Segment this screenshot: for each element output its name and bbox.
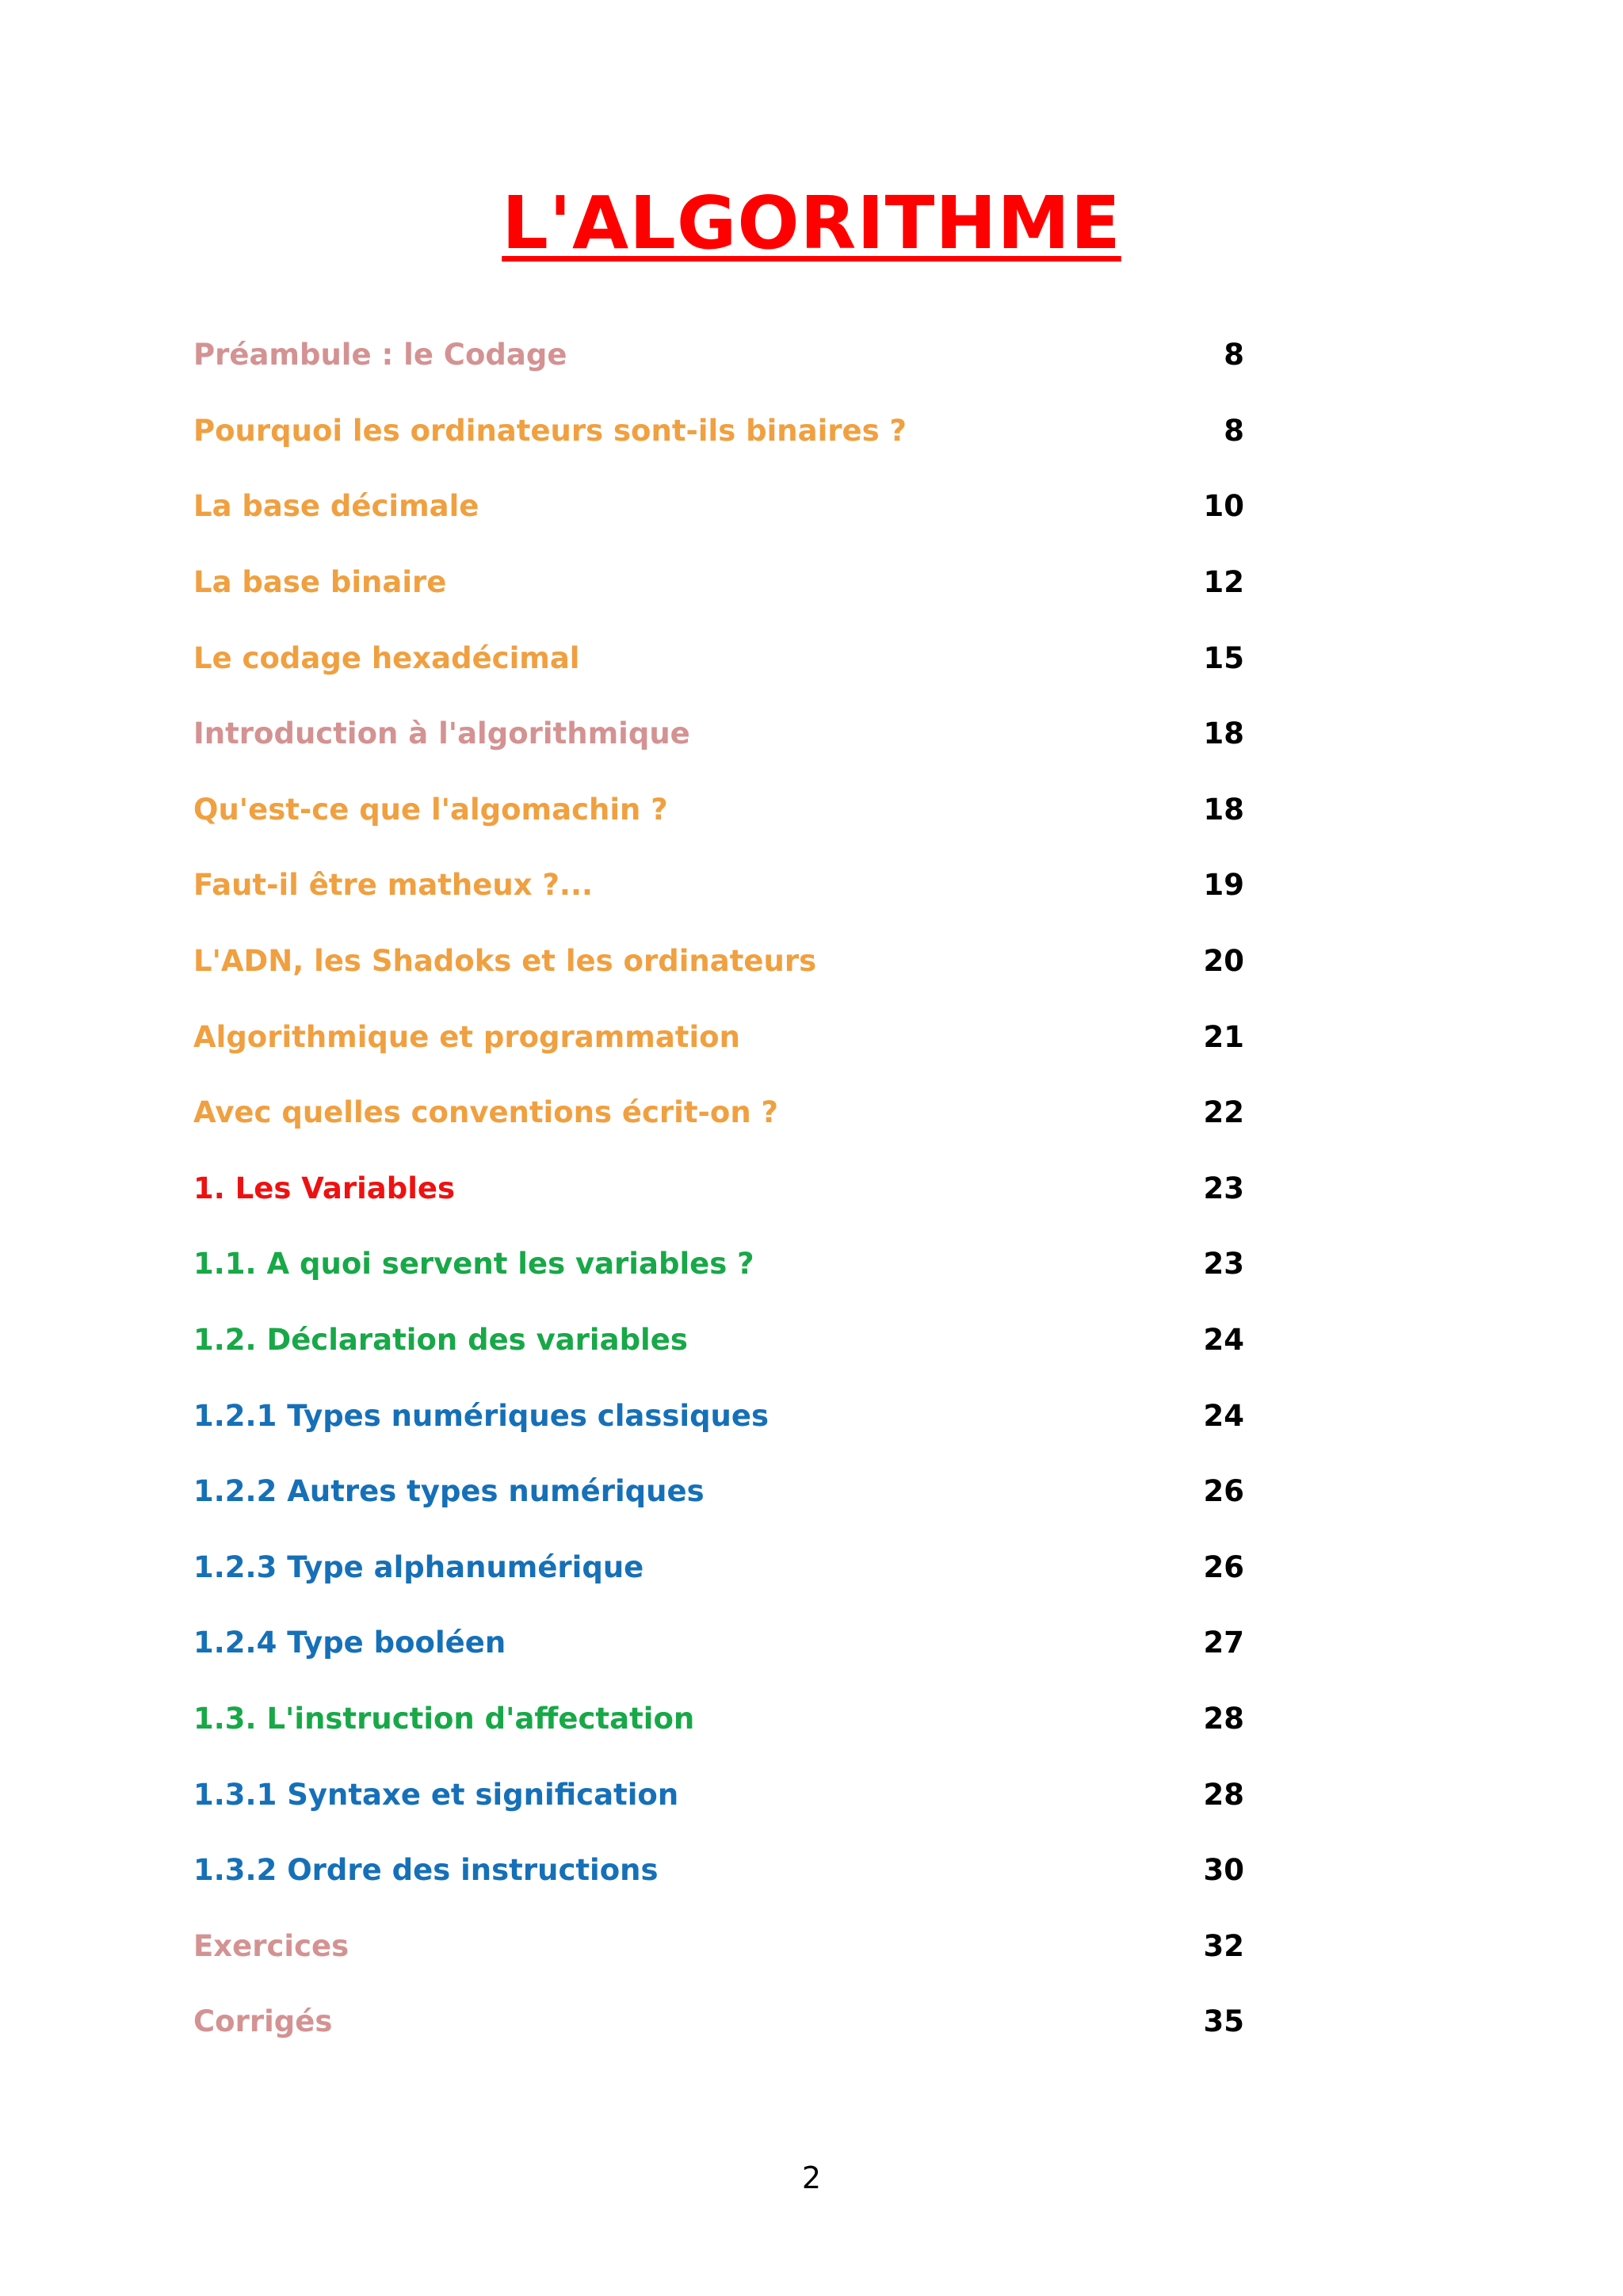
- toc-entry-page: 8: [1224, 338, 1244, 372]
- title-text: L'ALGORITHME: [502, 181, 1121, 266]
- toc-entry-page: 15: [1203, 640, 1244, 675]
- toc-entry[interactable]: [193, 772, 1244, 848]
- toc-entry-page: 26: [1203, 1549, 1244, 1584]
- toc-entry-label: 1.3. L'instruction d'affectation: [193, 1701, 695, 1736]
- toc-entry-label: Le codage hexadécimal: [193, 640, 580, 675]
- toc-entry[interactable]: [193, 847, 1244, 923]
- toc-entry-label: Corrigés: [193, 2004, 333, 2039]
- toc-entry-page: 18: [1203, 792, 1244, 827]
- toc-entry[interactable]: [193, 544, 1244, 621]
- toc-entry-page: 10: [1203, 489, 1244, 524]
- toc-entry-label: 1.3.2 Ordre des instructions: [193, 1853, 659, 1888]
- toc-entry-page: 22: [1203, 1095, 1244, 1130]
- toc-entry-label: Préambule : le Codage: [193, 338, 567, 372]
- table-of-contents: [193, 317, 1244, 2060]
- toc-entry[interactable]: [193, 1075, 1244, 1151]
- toc-entry-page: 8: [1224, 413, 1244, 448]
- toc-entry-label: Faut-il être matheux ?...: [193, 868, 594, 903]
- toc-entry[interactable]: [193, 1681, 1244, 1757]
- toc-entry[interactable]: [193, 468, 1244, 544]
- page-number: 2: [801, 2160, 822, 2195]
- toc-entry-page: 24: [1203, 1323, 1244, 1358]
- toc-entry-page: 26: [1203, 1474, 1244, 1509]
- toc-entry-label: 1.2.3 Type alphanumérique: [193, 1549, 644, 1584]
- toc-entry-label: L'ADN, les Shadoks et les ordinateurs: [193, 944, 817, 979]
- toc-entry[interactable]: [193, 1226, 1244, 1302]
- toc-entry-page: 12: [1203, 565, 1244, 600]
- toc-entry-page: 23: [1203, 1247, 1244, 1282]
- toc-entry[interactable]: [193, 1454, 1244, 1530]
- toc-entry-page: 23: [1203, 1171, 1244, 1205]
- toc-entry[interactable]: [193, 1377, 1244, 1454]
- toc-entry-label: La base binaire: [193, 565, 447, 600]
- toc-entry[interactable]: [193, 1832, 1244, 1908]
- toc-entry-label: 1.2.1 Types numériques classiques: [193, 1398, 769, 1433]
- toc-entry[interactable]: [193, 1302, 1244, 1378]
- toc-entry-label: 1.2.4 Type booléen: [193, 1626, 506, 1660]
- toc-entry-label: Introduction à l'algorithmique: [193, 716, 690, 751]
- toc-entry-label: La base décimale: [193, 489, 479, 524]
- toc-entry[interactable]: [193, 1605, 1244, 1681]
- toc-entry-page: 28: [1203, 1777, 1244, 1812]
- toc-entry-label: Algorithmique et programmation: [193, 1019, 740, 1054]
- toc-entry[interactable]: [193, 393, 1244, 469]
- toc-entry-page: 30: [1203, 1853, 1244, 1888]
- toc-entry-label: Exercices: [193, 1928, 349, 1963]
- toc-entry-label: 1.2.2 Autres types numériques: [193, 1474, 705, 1509]
- toc-entry-page: 21: [1203, 1019, 1244, 1054]
- toc-entry-page: 32: [1203, 1928, 1244, 1963]
- toc-entry-page: 24: [1203, 1398, 1244, 1433]
- toc-entry-label: Qu'est-ce que l'algomachin ?: [193, 792, 668, 827]
- toc-entry[interactable]: [193, 1984, 1244, 2060]
- toc-entry[interactable]: [193, 1530, 1244, 1606]
- toc-entry[interactable]: [193, 923, 1244, 999]
- toc-entry-label: 1. Les Variables: [193, 1171, 456, 1205]
- toc-entry-page: 28: [1203, 1701, 1244, 1736]
- toc-entry-label: Avec quelles conventions écrit-on ?: [193, 1095, 779, 1130]
- toc-entry-label: 1.2. Déclaration des variables: [193, 1323, 688, 1358]
- toc-entry-label: 1.1. A quoi servent les variables ?: [193, 1247, 754, 1282]
- toc-entry-page: 19: [1203, 868, 1244, 903]
- toc-entry[interactable]: [193, 1756, 1244, 1832]
- toc-entry-page: 35: [1203, 2004, 1244, 2039]
- toc-entry-label: Pourquoi les ordinateurs sont-ils binaires ?: [193, 413, 907, 448]
- toc-entry[interactable]: [193, 1908, 1244, 1984]
- toc-entry[interactable]: [193, 620, 1244, 696]
- toc-entry[interactable]: [193, 999, 1244, 1075]
- toc-entry-page: 18: [1203, 716, 1244, 751]
- toc-entry-label: 1.3.1 Syntaxe et signification: [193, 1777, 679, 1812]
- page-title: [0, 176, 1623, 271]
- toc-entry[interactable]: [193, 1151, 1244, 1227]
- toc-entry-page: 27: [1203, 1626, 1244, 1660]
- toc-entry[interactable]: [193, 696, 1244, 772]
- toc-entry[interactable]: [193, 317, 1244, 393]
- toc-entry-page: 20: [1203, 944, 1244, 979]
